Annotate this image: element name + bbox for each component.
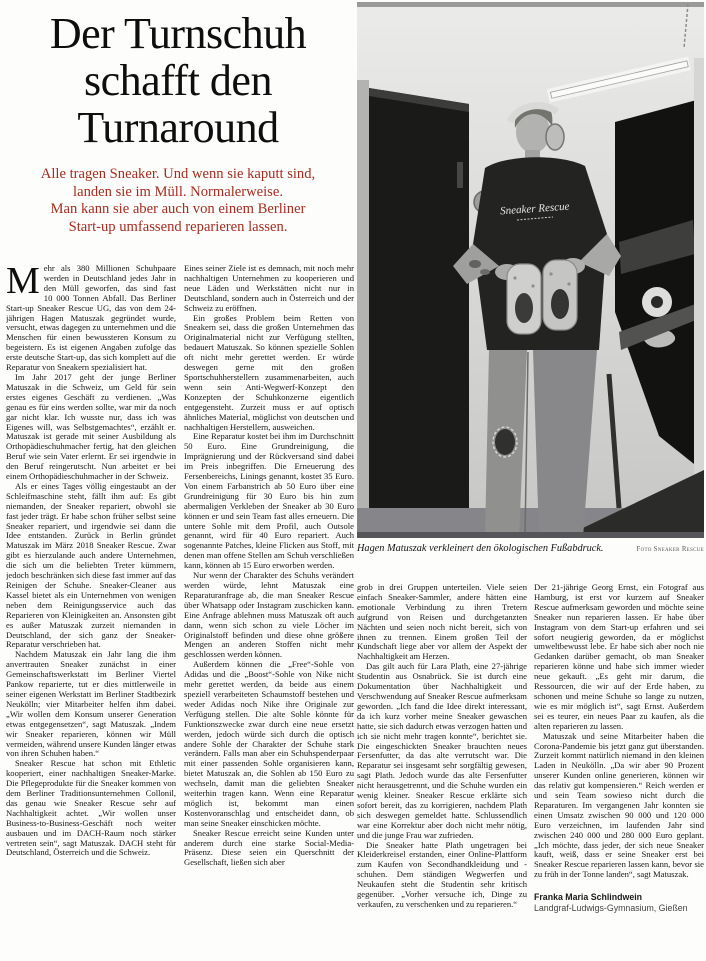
byline	[534, 892, 704, 914]
body-paragraph: grob in drei Gruppen unterteilen. Viele seien einfach Sneaker-Sammler, andere hätten eine emotionale Verbindung zu ihren Tretern aufgrund von Reisen und durchgetanzten Nächten und seien noch nicht bereit, sich von ihnen zu trennen. Einem großen Teil der Kundschaft liege aber vor allem der Aspekt der Nachhaltigkeit am Herzen.	[357, 583, 527, 662]
photo-illustration	[357, 2, 704, 538]
photo-bottom-edge	[357, 532, 704, 538]
tattoo-mark	[469, 260, 481, 268]
body-paragraph: Die Sneaker hatte Plath ungetragen bei Kleiderkreisel erstanden, einer Online-Plattform zum Kaufen von Secondhandkleidung und -schuhen. Dem ständigen Wegwerfen und Neukaufen steht die Studentin sehr kritisch gegenüber. „Vorher versuche ich, Dinge zu verkaufen, zu verschenken und zu reparieren.“	[357, 839, 527, 909]
body-paragraph: Außerdem können die „Free“-Sohle von Adidas und die „Boost“-Sohle von Nike nicht mehr gerettet werden, da beide aus einem speziell verarbeiteten Schaumstoff bestehen und weder Adidas noch Nike ihre Originale zur Verfügung stellen. Die alte Sohle könnte für Funktionszwecke zwar durch eine neue ersetzt werden, jedoch würde sich durch die optisch andere Sohle der Charakter der Schuhe stark verändern. Falls man aber ein Schuhspenderpaar mit einer passenden Sohle organisieren kann, bietet Matuszak an, die Sohlen ab 150 Euro zu wechseln, damit man die geliebten Sneaker weiterhin tragen kann. Wenn eine Reparatur möglich ist, bekommt man einen Kostenvoranschlag und entscheidet dann, ob man seine Sneaker einschicken möchte.	[184, 659, 354, 828]
byline-author: Franka Maria Schlindwein	[534, 892, 643, 903]
body-column-3	[357, 583, 527, 961]
jeans-rip	[495, 429, 515, 455]
article-photo	[357, 2, 704, 538]
article-deck	[0, 166, 356, 236]
ear-protector-icon	[546, 124, 564, 150]
photo-top-edge	[357, 2, 704, 7]
body-paragraph: Mehr als 380 Millionen Schuhpaare werden in Deutschland jedes Jahr in den Müll geworfen, das sind fast 10 000 Tonnen Abfall. Das Berliner Start-up Sneaker Rescue UG, das von dem 24-jährigen Hagen Matuszak gegründet wurde, versucht, etwas dagegen zu unternehmen und die Menschen für einen bewussteren Konsum zu begeistern. Es ist eigenen Angaben zufolge das erste deutsche Start-up, das sich komplett auf die Reparatur von Sneakern spezialisiert hat.	[6, 264, 176, 373]
body-paragraph: Eine Reparatur kostet bei ihm im Durchschnitt 50 Euro. Eine Grundreinigung, die Imprägnierung und der Rückversand sind dabei im Preis inbegriffen. Die Erneuerung des Fersenbereichs, Linings genannt, kostet 35 Euro. Von einem Farbanstrich ab 50 Euro über eine Grundreinigung für 30 Euro bis hin zum abermaligen Verkleben der Sneaker ab 30 Euro können er und sein Team fast alles erneuern. Die untere Sohle mit dem Profil, auch Outsole genannt, wird für 40 Euro repariert. Auch sogenannte Patches, kleine Flicken aus Stoff, mit denen man offene Stellen am Schuh verschließen kann, können ab 15 Euro erworben werden.	[184, 431, 354, 571]
body-column-1	[6, 264, 176, 961]
text-line: Turnaround	[77, 103, 279, 152]
text-line: schafft den	[84, 56, 272, 105]
door-panel	[369, 88, 469, 538]
tattoo-mark	[480, 269, 490, 275]
body-paragraph: Das gilt auch für Lara Plath, eine 27-jährige Studentin aus Osnabrück. Sie ist durch eine Dokumentation über Nachhaltigkeit und Verschwendung auf Sneaker Rescue aufmerksam geworden. „Ich fand die Idee direkt interessant, da ich kurz vorher meine Sneaker gewaschen hatte, sie sich dadurch etwas verzogen hatten und ich sie nicht mehr tragen konnte“, berichtet sie. Die eingeschickten Sneaker brauchten neues Fersenfutter, da das alte verrutscht war. Die Reparatur sei insgesamt sehr sorgfältig gewesen, sagt Plath. Jedoch wurde das alte Fersenfutter nicht herausgetrennt, und die Schuhe wurden ein wenig kleiner. Sneaker Rescue erklärte sich sofort bereit, das zu korrigieren, nachdem Plath sich deswegen gemeldet hatte. Schlussendlich war eine Korrektur aber doch nicht mehr nötig, und die junge Frau war zufrieden.	[357, 661, 527, 840]
article-header	[0, 10, 356, 236]
body-paragraph: Nachdem Matuszak ein Jahr lang die ihm anvertrauten Sneaker zunächst in einer Gemeinschaftswerkstatt im Berliner Viertel Pankow reparierte, tut er dies mittlerweile in seiner eigenen Werkstatt im Berliner Stadtbezirk Neukölln; vier Mitarbeiter helfen ihm dabei. „Wir wollen dem Konsum unserer Generation etwas entgegensetzen“, sagt Matuszak. „Indem wir Sneaker reparieren, können wir Müll vermeiden, während unsere Kunden länger etwas von ihren Schuhen haben.“	[6, 649, 176, 759]
door-frame	[357, 80, 369, 538]
text-line: Start-up umfassend reparieren lassen.	[68, 218, 288, 235]
photo-credit: Foto Sneaker Rescue	[636, 546, 704, 553]
body-column-2	[184, 264, 354, 961]
body-paragraph: Sneaker Rescue hat schon mit Ethletic kooperiert, einer nachhaltigen Sneaker-Marke. Die Pflegeprodukte für die Sneaker kommen von dem Berliner Traditionsunternehmen Collonil, das genau wie Sneaker Rescue sehr auf Nachhaltigkeit achtet. „Wir wollen unser Business-to-Business-Geschäft noch weiter ausbauen und im DACH-Raum noch stärker vertreten sein“, sagt Matuszak. DACH steht für Deutschland, Österreich und die Schweiz.	[6, 758, 176, 858]
byline-school: Landgraf-Ludwigs-Gymnasium, Gießen	[534, 903, 688, 914]
body-paragraph: Im Jahr 2017 geht der junge Berliner Matuszak in die Schweiz, um Geld für sein erstes eigenes Geschäft zu verdienen. „Was genau es für eins werden sollte, war mir da noch gar nicht klar. Ich wusste nur, dass ich was Eigenes will, was Selbstgemachtes“, erzählt er. Matuszak ist gerade mit seiner Ausbildung als Orthopädieschuhmacher fertig, hat den gleichen Beruf wie sein Vater erlernt. Er sei irgendwie in den Beruf reingerutscht. Nun arbeitet er bei einem Orthopädieschuhmacher in der Schweiz.	[6, 371, 176, 482]
shirt-logo-text: Sneaker Rescue	[499, 200, 570, 218]
text-line: Der Turnschuh	[49, 9, 307, 58]
body-paragraph: Als er eines Tages völlig eingestaubt an der Schleifmaschine steht, fällt ihm auf: Es gibt niemanden, der Sneaker repariert, obwohl sie fast jeder trägt. Er habe schon früher selbst seine Sneaker repariert, und irgendwie sei dann die Idee entstanden. Zurück in Berlin gründet Matuszak im März 2018 Sneaker Rescue. Zwar gibt es hierzulande auch andere Unternehmen, die sich um die beliebten Treter kümmern, jedoch beschränken sich diese fast immer auf das Reinigen der Schuhe. Sneaker-Cleaner aus Kassel bietet als ein Unternehmen von wenigen neben dem Reinigungsservice auch das Reparieren von Kleinigkeiten an. Ansonsten gibt es außer Matuszak zurzeit niemanden in Deutschland, der sich ganz der Sneaker-Reparatur verschrieben hat.	[6, 480, 176, 650]
body-paragraph: Eines seiner Ziele ist es demnach, mit noch mehr nachhaltigen Unternehmen zu kooperieren und neue Läden und Werkstätten nicht nur in Deutschland, sondern auch in Österreich und der Schweiz zu eröffnen.	[184, 264, 354, 313]
body-paragraph: Der 21-jährige Georg Ernst, ein Fotograf aus Hamburg, ist erst vor kurzem auf Sneaker Rescue aufmerksam geworden und möchte seine Sneaker nun reparieren lassen. Er habe über Instagram von dem Start-up erfahren und sei sofort neugierig geworden, da er möglichst umweltbewusst lebe. Er habe sich aber noch nie Gedanken darüber gemacht, ob man Sneaker reparieren könne und habe sich immer wieder neue gekauft. „Es geht mir darum, die Ressourcen, die wir auf der Erde haben, zu schonen und meine Schuhe so lange zu nutzen, wie es mir möglich ist“, sagt Ernst. Außerdem sei es teurer, ein neues Paar zu kaufen, als die alten reparieren zu lassen.	[534, 583, 704, 731]
drop-cap: M	[6, 264, 40, 302]
body-paragraph: Matuszak und seine Mitarbeiter haben die Corona-Pandemie bis jetzt ganz gut überstanden. Zurzeit kommt natürlich niemand in den kleinen Laden in Neukölln. „Da wir aber 90 Prozent unserer Kunden online generieren, können wir das relativ gut kompensieren.“ Reich werden er und sein Team sowieso nicht durch die Reparaturen. Im vergangenen Jahr konnten sie einen Umsatz zwischen 90 000 und 120 000 Euro verzeichnen, im laufenden Jahr sind zwischen 240 000 und 280 000 Euro geplant. „Ich möchte, dass jeder, der sich neue Sneaker kauft, weiß, dass er seine Sneaker erst bei Sneaker Rescue reparieren lassen kann, bevor sie zu früh in der Tonne landen“, sagt Matuszak.	[534, 730, 704, 880]
photo-caption-row	[357, 543, 704, 554]
text-line: Alle tragen Sneaker. Und wenn sie kaputt sind,	[40, 166, 316, 182]
body-paragraph: Nur wenn der Charakter des Schuhs verändert werden würde, lehnt Matuszak eine Reparaturanfrage ab, die man Sneaker Rescue über Whatsapp oder Instagram zuschicken kann. Eine Anfrage ablehnen muss Matuszak oft auch dann, wenn sich schon zu viele Löcher im Originalstoff befinden und diese ohne größere Mengen an anderen Stoffen nicht mehr geschlossen werden können.	[184, 570, 354, 660]
body-paragraph: Sneaker Rescue erreicht seine Kunden unter anderem durch eine starke Social-Media-Präsenz. Diese seien ein Querschnitt der Gesellschaft, ließen sich aber	[184, 827, 354, 868]
right-wall-strip	[694, 58, 704, 538]
text-line: Man kann sie aber auch von einem Berliner	[50, 201, 306, 218]
door-hinge	[457, 162, 463, 188]
skate-wheel-hub	[651, 296, 663, 308]
photo-caption: Hagen Matuszak verkleinert den ökologischen Fußabdruck.	[357, 543, 604, 554]
text-line: landen sie im Müll. Normalerweise.	[73, 183, 283, 200]
page-title	[0, 10, 356, 151]
body-paragraph: Ein großes Problem beim Retten von Sneakern sei, dass die großen Unternehmen das Originalmaterial nicht zur Verfügung stellten, bedauert Matuszak. So können spezielle Sohlen oft nicht mehr gerettet werden. Er würde deswegen gerne mit den großen Sportschuhherstellern zusammenarbeiten, auch wenn sein Anti-Wegwerf-Konzept den Konzepten der Schuhkonzerne eigentlich entgegensteht. Zurzeit muss er auf optisch ähnliches Material, möglichst von deutschen und nachhaltigen Herstellern, ausweichen.	[184, 312, 354, 432]
body-column-4	[534, 583, 704, 961]
